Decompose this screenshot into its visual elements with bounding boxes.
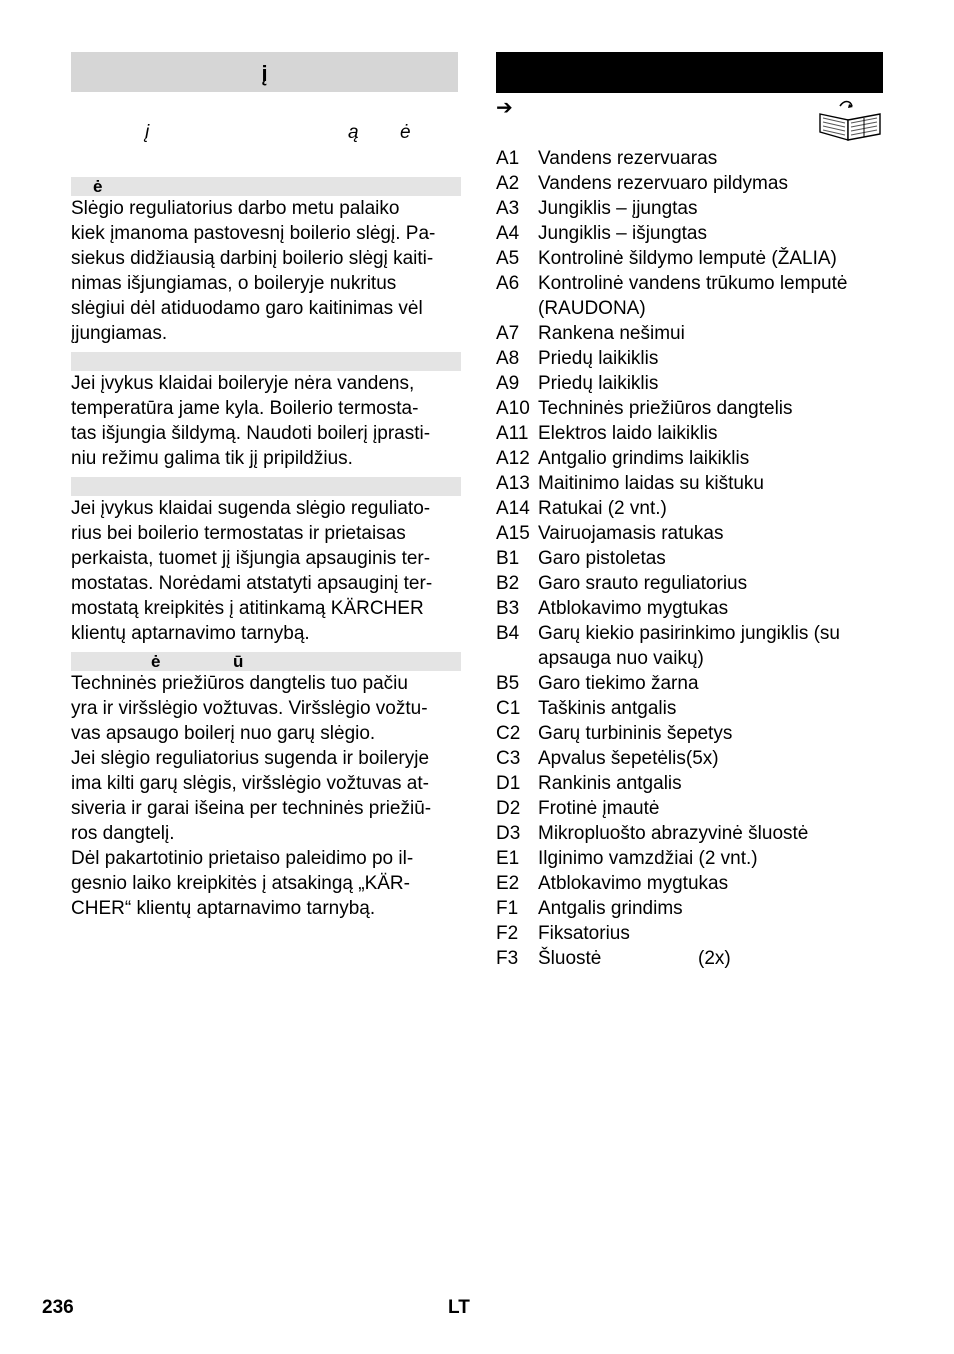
part-item [496,196,883,221]
subheading-bar-safety-thermostat [71,477,461,496]
part-item [496,771,883,796]
subheading-bar-overpressure-valve [71,652,461,671]
paragraph-overpressure-valve: Techninės priežiūros dangtelis tuo pačiu yra ir viršslėgio vožtuvas. Viršslėgio vožtu- vas apsaugo boilerį nuo garų slėgio. Jei slėgio reguliatorius sugenda ir boileryje ima kilti garų slėgis, viršslėgio vožtuvas at- siveria ir garai išeina per techninės priežiū- ros dangtelį. Dėl pakartotinio prietaiso paleidimo po il- gesnio laiko kreipkitės į atsakingą „KÄR- CHER“ klientų aptarnavimo tarnybą. [71,673,432,919]
part-label: Vandens rezervuaro pildymas [538,173,788,194]
section-heading-bar-black [496,52,883,93]
part-item [496,421,883,446]
part-item [496,846,883,871]
open-book-icon [818,100,884,142]
part-code: D2 [496,798,521,819]
part-code: A14 [496,498,530,519]
part-code: A2 [496,173,520,194]
part-item [496,246,883,271]
language-code: LT [448,1297,470,1318]
part-code: C2 [496,723,521,744]
part-code: E2 [496,873,520,894]
part-code: B2 [496,573,520,594]
part-item [496,496,883,521]
part-item [496,746,883,771]
part-code: D1 [496,773,521,794]
part-item [496,346,883,371]
part-label: Vandens rezervuaras [538,148,718,169]
intro-fragment-2: ą [348,122,359,143]
part-code: A7 [496,323,520,344]
part-label: Frotinė įmautė [538,798,660,819]
part-item [496,946,883,971]
part-label: Jungiklis – įjungtas [538,198,698,219]
part-code: B3 [496,598,520,619]
part-item [496,471,883,496]
paragraph-safety-thermostat: Jei įvykus klaidai sugenda slėgio reguliato- rius bei boilerio termostatas ir prietaisas perkaista, tuomet jį išjungia apsauginis ter- mostatas. Norėdami atstatyti apsauginį ter- mostatą kreipkitės į atitinkamą KÄRCHER klientų aptarnavimo tarnybą. [71,498,433,644]
part-code: A15 [496,523,530,544]
part-item [496,546,883,571]
part-label: Garų kiekio pasirinkimo jungiklis (su apsauga nuo vaikų) [538,623,840,669]
intro-fragment-3: ė [400,122,411,143]
arrow-right-icon: ➔ [496,97,513,119]
subheading-fragment-b: ū [233,652,244,671]
part-label: Rankinis antgalis [538,773,682,794]
part-label: Mikropluošto abrazyvinė šluostė [538,823,809,844]
part-code: F2 [496,923,519,944]
part-item [496,896,883,921]
part-label: Taškinis antgalis [538,698,677,719]
page-number: 236 [42,1297,74,1318]
part-label: Garo srauto reguliatorius [538,573,748,594]
part-label: Garo tiekimo žarna [538,673,699,694]
part-label: Antgalis grindims [538,898,683,919]
part-item [496,696,883,721]
part-code: A4 [496,223,520,244]
part-item [496,396,883,421]
part-label: Ilginimo vamzdžiai (2 vnt.) [538,848,758,869]
part-code: E1 [496,848,520,869]
part-label: Antgalio grindims laikiklis [538,448,750,469]
part-quantity: (2x) [698,948,731,969]
part-label: Kontrolinė vandens trūkumo lemputė (RAUDONA) [538,273,848,319]
subheading-bar-pressure-regulator [71,177,461,196]
part-item [496,671,883,696]
part-code: A10 [496,398,530,419]
part-code: A3 [496,198,520,219]
part-item [496,796,883,821]
subheading-fragment: ė [93,177,103,196]
part-code: F3 [496,948,519,969]
part-item [496,921,883,946]
part-label: Priedų laikiklis [538,373,659,394]
part-code: F1 [496,898,519,919]
part-code: A11 [496,423,529,444]
part-item [496,621,883,671]
part-item [496,821,883,846]
part-label: Rankena nešimui [538,323,685,344]
part-code: A6 [496,273,520,294]
section-heading: į [261,61,268,86]
part-item [496,371,883,396]
intro-fragment-1: į [145,122,150,143]
part-code: D3 [496,823,521,844]
part-code: A13 [496,473,530,494]
part-code: B4 [496,623,520,644]
part-label: Techninės priežiūros dangtelis [538,398,793,419]
part-code: B1 [496,548,520,569]
part-item [496,221,883,246]
part-code: A5 [496,248,520,269]
part-label: Vairuojamasis ratukas [538,523,724,544]
part-item [496,271,883,321]
part-item [496,321,883,346]
part-label: Priedų laikiklis [538,348,659,369]
part-code: A1 [496,148,520,169]
subheading-bar-boiler-thermostat [71,352,461,371]
part-code: C3 [496,748,521,769]
part-label: Jungiklis – išjungtas [538,223,707,244]
part-label: Atblokavimo mygtukas [538,598,729,619]
part-item [496,146,883,171]
part-label: Kontrolinė šildymo lemputė (ŽALIA) [538,248,837,269]
parts-list [496,146,883,971]
paragraph-pressure-regulator: Slėgio reguliatorius darbo metu palaiko kiek įmanoma pastovesnį boilerio slėgį. Pa- siekus didžiausią darbinį boilerio slėgį kaiti- nimas išjungiamas, o boileryje nukritus slėgiui dėl atiduodamo garo kaitinimas vėl įjungiamas. [71,198,436,344]
part-code: A9 [496,373,520,394]
part-code: A12 [496,448,530,469]
part-label: Apvalus šepetėlis(5x) [538,748,719,769]
part-item [496,596,883,621]
part-label: Šluostė [538,948,602,969]
part-item [496,521,883,546]
part-label: Atblokavimo mygtukas [538,873,729,894]
part-label: Maitinimo laidas su kištuku [538,473,764,494]
part-label: Fiksatorius [538,923,630,944]
part-item [496,571,883,596]
part-label: Garo pistoletas [538,548,666,569]
subheading-fragment-a: ė [151,652,161,671]
paragraph-boiler-thermostat: Jei įvykus klaidai boileryje nėra vandens, temperatūra jame kyla. Boilerio termosta- tas išjungia šildymą. Naudoti boilerį įprasti- niu režimu galima tik jį pripildžius. [71,373,431,469]
part-code: C1 [496,698,521,719]
part-label: Ratukai (2 vnt.) [538,498,667,519]
part-label: Garų turbininis šepetys [538,723,733,744]
part-item [496,871,883,896]
part-item [496,721,883,746]
part-code: B5 [496,673,520,694]
part-item [496,171,883,196]
section-heading-bar [71,52,458,92]
part-label: Elektros laido laikiklis [538,423,718,444]
part-code: A8 [496,348,520,369]
part-item [496,446,883,471]
